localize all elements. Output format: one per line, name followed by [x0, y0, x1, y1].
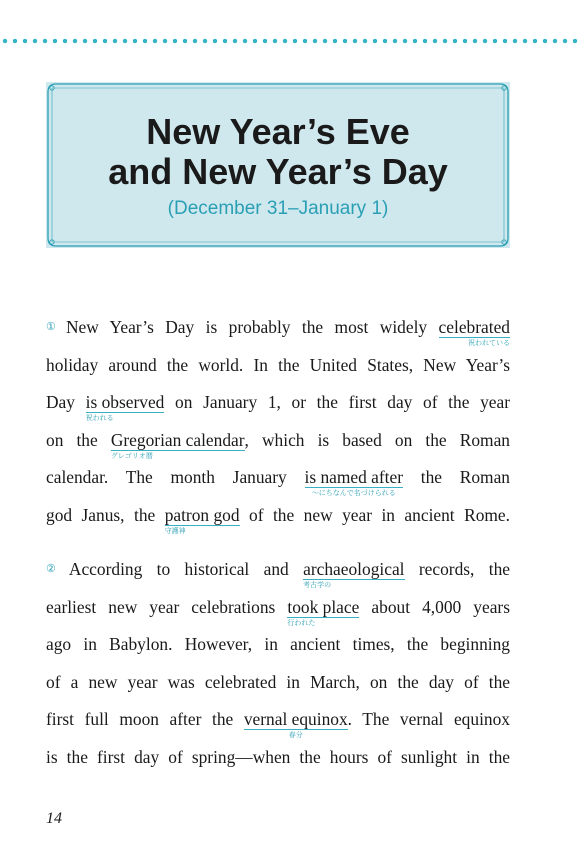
gloss-note: 祝われる — [85, 414, 114, 422]
paragraph-number: ② — [46, 563, 66, 575]
gloss-note: 春分 — [288, 731, 303, 739]
p2-line-4: of a new year was celebrated in March, on the day of the — [46, 671, 510, 692]
p1-line-3: Day is observed 祝われる on January 1, or the first day of the year — [46, 392, 510, 422]
paragraph-2 — [46, 551, 510, 776]
paragraph-1 — [46, 309, 510, 534]
gloss-note: 考古学の — [303, 581, 332, 589]
glossed-term: patron god 守護神 — [164, 504, 240, 535]
glossed-term: is observed 祝われる — [85, 392, 165, 422]
title-line-2: and New Year’s Day — [108, 151, 448, 192]
gloss-note: 守護神 — [164, 526, 186, 535]
gloss-note: 〜にちなんで名づけられる — [311, 489, 396, 497]
title-dates: (December 31–January 1) — [167, 198, 389, 219]
p1-line-5: calendar. The month January is named after 〜にちなんで名づけられる the Roman — [46, 467, 510, 497]
p1-line-1: ① New Year’s Day is probably the most widely celebrated 祝われている — [46, 317, 510, 347]
glossed-term: is named after 〜にちなんで名づけられる — [304, 467, 404, 497]
gloss-note: 行われた — [287, 618, 316, 627]
glossed-term: vernal equinox 春分 — [243, 709, 348, 739]
p2-line-3: ago in Babylon. However, in ancient times, the beginning — [46, 634, 510, 654]
p1-line-6: god Janus, the patron god 守護神 of the new year in ancient Rome. — [46, 504, 510, 535]
p1-line-2: holiday around the world. In the United States, New Year’s — [46, 354, 510, 375]
glossed-term: celebrated 祝われている — [438, 317, 510, 347]
top-dotted-border — [0, 38, 578, 44]
p1-line-4: on the Gregorian calendar グレゴリオ暦 , which is based on the Roman — [46, 429, 510, 460]
page-title — [46, 112, 510, 192]
title-line-1: New Year’s Eve — [146, 111, 410, 152]
glossed-term: archaeological 考古学の — [303, 559, 405, 589]
gloss-note: グレゴリオ暦 — [110, 451, 153, 460]
p2-line-6: is the first day of spring—when the hours of sunlight in the — [46, 746, 510, 767]
p2-line-1: ② According to historical and archaeological 考古学の records, the — [46, 559, 510, 589]
title-box — [46, 82, 510, 248]
glossed-term: took place 行われた — [287, 596, 360, 627]
p2-line-5: first full moon after the vernal equinox 春分 . The vernal equinox — [46, 709, 510, 739]
page-number: 14 — [46, 810, 62, 827]
p2-line-2: earliest new year celebrations took place 行われた about 4,000 years — [46, 596, 510, 627]
paragraph-number: ① — [46, 321, 63, 333]
glossed-term: Gregorian calendar グレゴリオ暦 — [110, 429, 245, 460]
gloss-note: 祝われている — [468, 339, 510, 347]
